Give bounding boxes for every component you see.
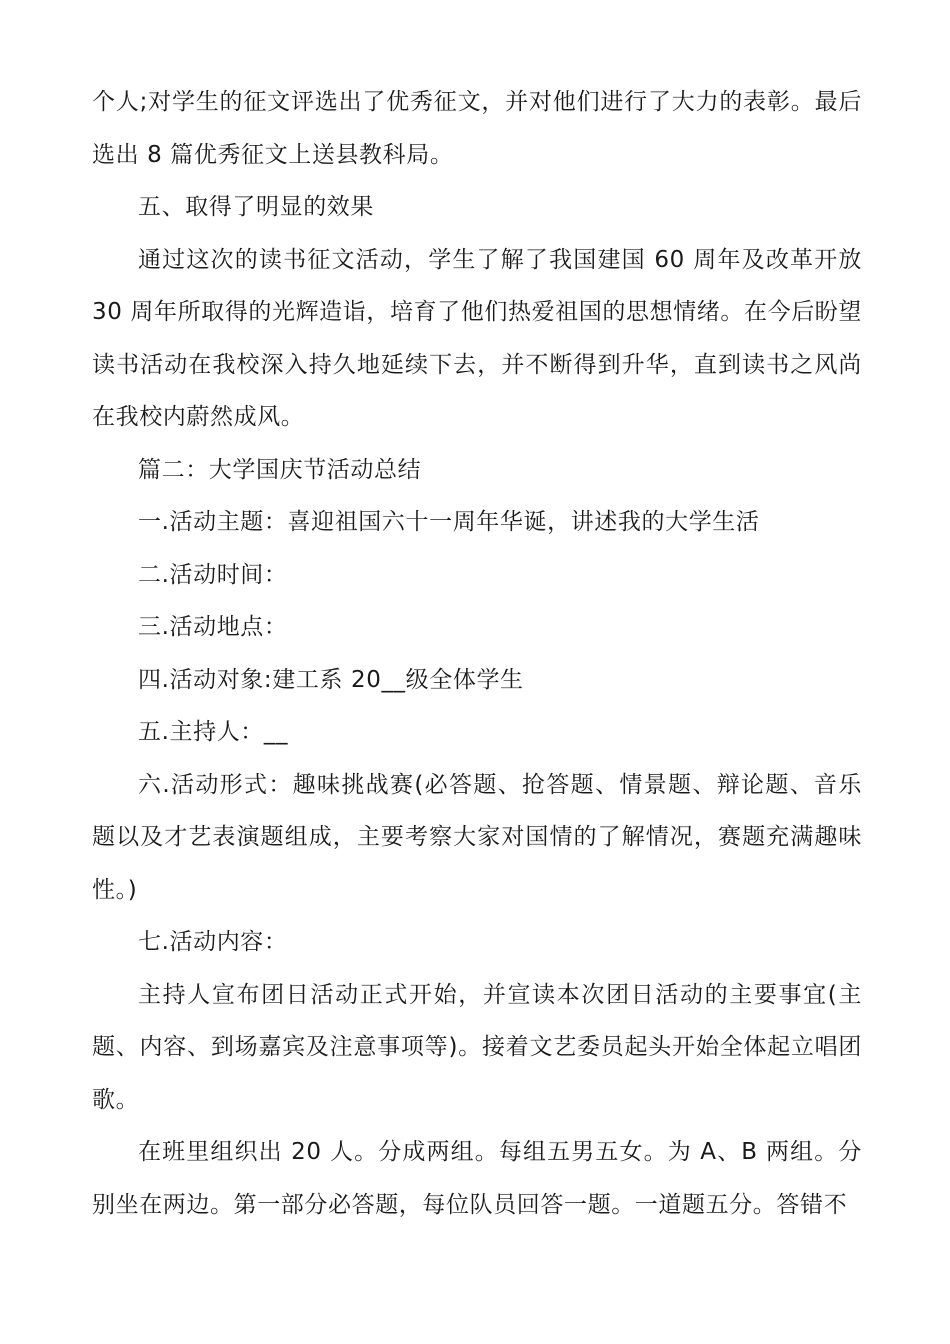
paragraph-groups: 在班里组织出 20 人。分成两组。每组五男五女。为 A、B 两组。分别坐在两边。第一部分必答题，每位队员回答一题。一道题五分。答错不 [92,1139,862,1218]
paragraph-opening: 主持人宣布团日活动正式开始，并宣读本次团日活动的主要事宜(主题、内容、到场嘉宾及注意事项等)。接着文艺委员起头开始全体起立唱团歌。 [92,981,862,1113]
paragraph-results: 通过这次的读书征文活动，学生了解了我国建国 60 周年及改革开放 30 周年所取得的光辉造诣，培育了他们热爱祖国的思想情绪。在今后盼望读书活动在我校深入持久地延续下去，并不断得到升华，直到读书之风尚在我校内蔚然成风。 [92,246,862,430]
paragraph-continuation: 个人;对学生的征文评选出了优秀征文，并对他们进行了大力的表彰。最后选出 8 篇优秀征文上送县教科局。 [92,89,862,168]
item-activity-theme: 一.活动主题：喜迎祖国六十一周年华诞，讲述我的大学生活 [138,509,760,535]
item-activity-content: 七.活动内容： [138,929,288,955]
item-activity-format: 六.活动形式：趣味挑战赛(必答题、抢答题、情景题、辩论题、音乐题以及才艺表演题组成，主要考察大家对国情的了解情况，赛题充满趣味性。) [92,771,862,903]
section-heading-results: 五、取得了明显的效果 [138,194,374,220]
item-activity-time: 二.活动时间： [138,561,288,588]
item-activity-location: 三.活动地点： [138,614,288,640]
item-activity-audience: 四.活动对象:建工系 20__级全体学生 [138,666,524,693]
item-host: 五.主持人：__ [138,719,289,745]
article-title: 篇二：大学国庆节活动总结 [138,456,422,483]
document-body [92,76,862,1231]
